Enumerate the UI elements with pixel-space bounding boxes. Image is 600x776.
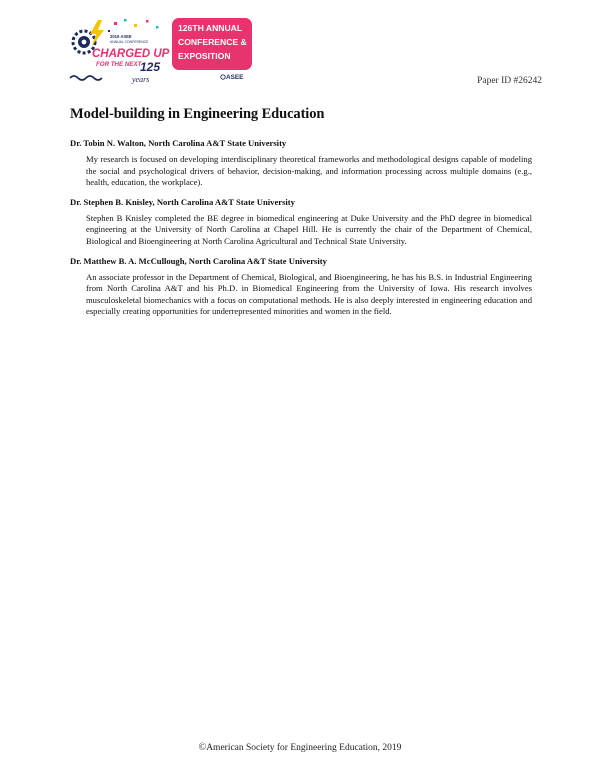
conference-logo (68, 16, 258, 88)
copyright-icon: © (198, 742, 207, 753)
asee-logo-text: ASEE (226, 74, 244, 81)
logo-years: years (132, 75, 150, 84)
copyright-text: American Society for Engineering Education, 2019 (206, 743, 402, 753)
logo-tag-small: ANNUAL CONFERENCE (110, 40, 149, 44)
paper-id: Paper ID #26242 (477, 76, 542, 86)
logo-125: 125 (140, 60, 161, 74)
badge-line-1: 126TH ANNUAL (178, 23, 243, 33)
asee-mark-icon (221, 75, 225, 79)
paper-title: Model-building in Engineering Education (70, 106, 325, 122)
confetti-decoration (108, 19, 159, 32)
author-bio: Stephen B Knisley completed the BE degree in biomedical engineering at Duke University and the PhD degree in biomedical engineering at the University of North Carolina at Chapel Hill. He is currently the chair of the Department of Chemical, Biological and Bioengineering at North Carolina Agricultural and Technical State University. (86, 212, 532, 246)
author-bio: My research is focused on developing interdisciplinary theoretical frameworks and methodological designs capable of modeling the social and psychological drivers of behavior, decision-making, and information processing across multiple domains (e.g., health, education, the workplace). (86, 154, 532, 188)
badge-line-2: CONFERENCE & (178, 37, 247, 47)
author-name: Dr. Tobin N. Walton, North Carolina A&T State University (70, 138, 287, 148)
author-name: Dr. Matthew B. A. McCullough, North Carolina A&T State University (70, 255, 327, 266)
badge-line-3: EXPOSITION (178, 51, 231, 61)
author-name: Dr. Stephen B. Knisley, North Carolina A&T State University (70, 196, 295, 207)
author-bio: An associate professor in the Department of Chemical, Biological, and Bioengineering, he has his B.S. in Industrial Engineering from North Carolina A&T and his Ph.D. in Biomedical Engineering from the University of Iowa. His research involves musculoskeletal biomechanics with a focus on computational methods. He is also deeply interested in engineering education and especially creating opportunities for underrepresented minorities and women in the field. (86, 271, 532, 317)
copyright-footer (0, 742, 600, 753)
logo-year-text: 2019 ASEE (110, 34, 132, 39)
logo-charged-up: CHARGED UP (92, 48, 170, 60)
wave-decoration (70, 76, 102, 80)
lightning-bolt-icon (90, 20, 104, 46)
main-content (70, 106, 532, 326)
logo-for-the-next: FOR THE NEXT (96, 61, 142, 68)
conference-badge (172, 18, 252, 70)
